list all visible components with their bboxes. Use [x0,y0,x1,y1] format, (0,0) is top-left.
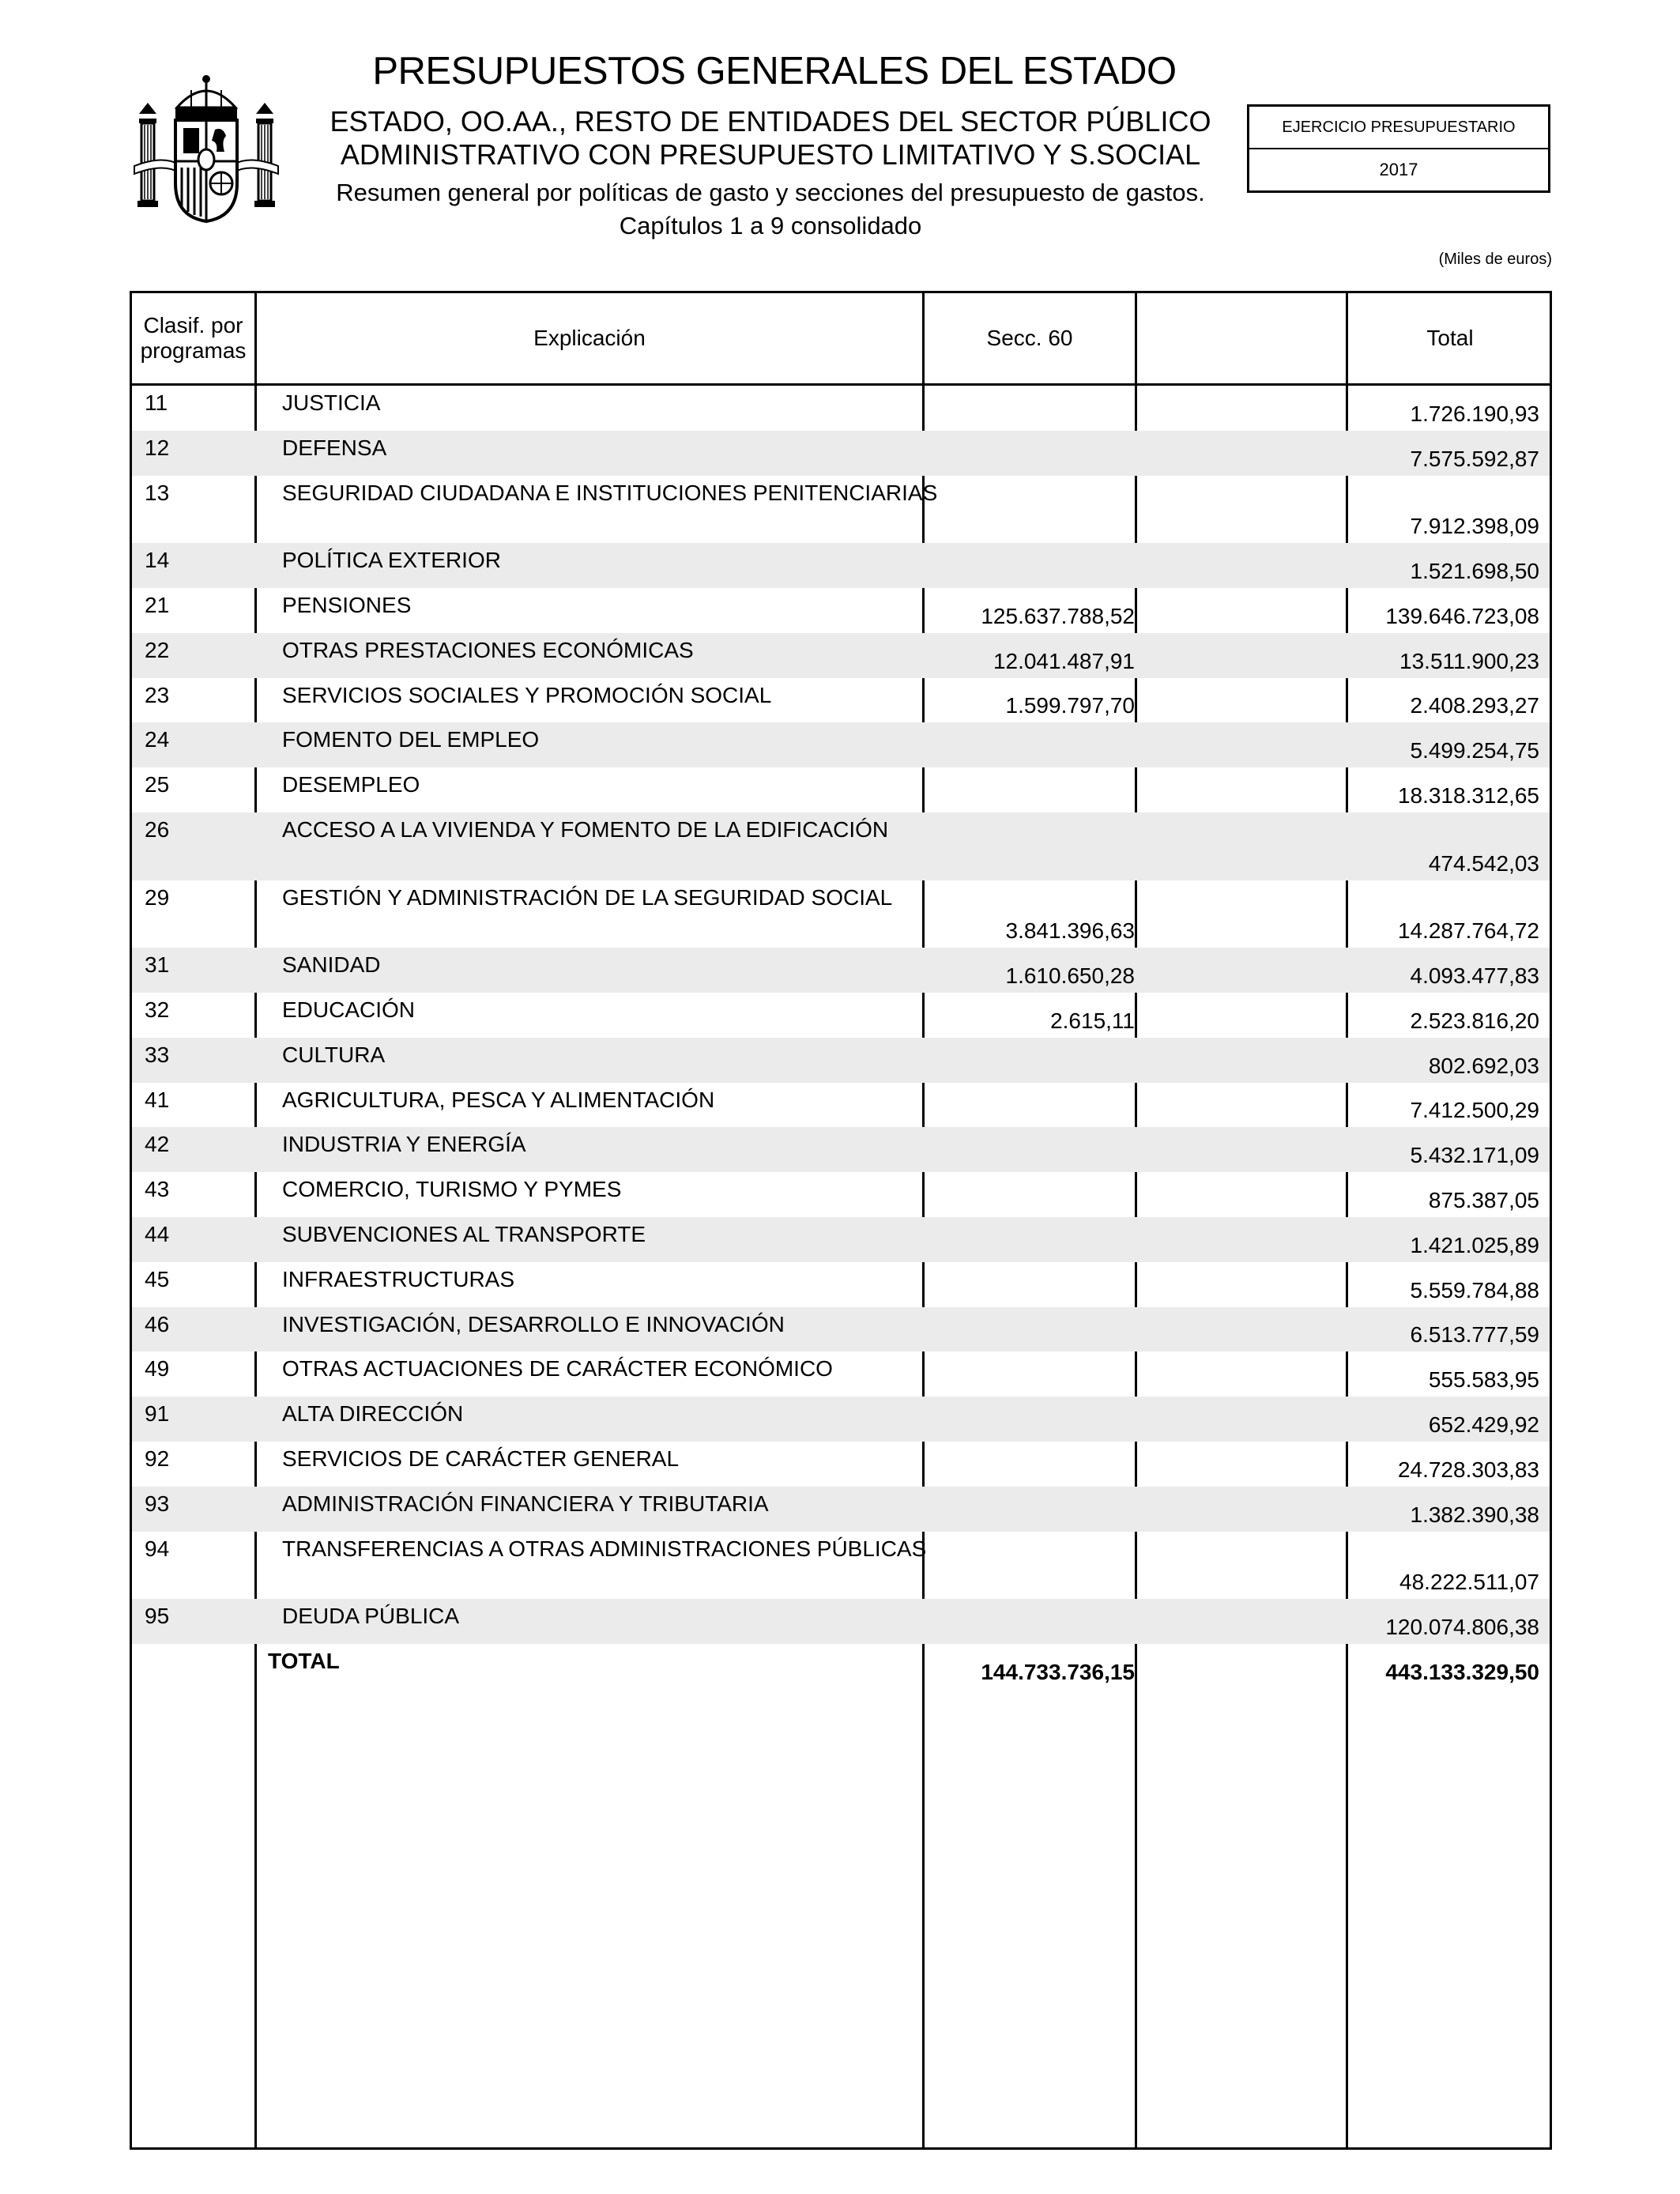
row-total: 5.432.171,09 [1410,1143,1539,1168]
budget-table [130,291,1552,2150]
row-label: OTRAS PRESTACIONES ECONÓMICAS [282,637,694,662]
row-total: 652.429,92 [1428,1412,1539,1437]
row-total: 13.511.900,23 [1399,648,1539,673]
total-amount: 443.133.329,50 [1385,1659,1539,1684]
row-code: 92 [145,1446,170,1471]
row-code: 49 [145,1356,170,1382]
description-line-2: Capítulos 1 a 9 consolidado [619,212,922,239]
table-row [132,1442,1550,1487]
row-label: DEUDA PÚBLICA [282,1604,460,1629]
row-code: 91 [145,1401,170,1427]
row-label: INDUSTRIA Y ENERGÍA [282,1132,526,1157]
header-total: Total [1426,326,1474,350]
row-label: COMERCIO, TURISMO Y PYMES [282,1177,622,1202]
table-row [132,386,1550,431]
row-code: 94 [145,1536,170,1561]
row-label: FOMENTO DEL EMPLEO [282,727,540,752]
row-label: EDUCACIÓN [282,997,416,1022]
table-row [132,1599,1550,1644]
table-row [132,476,1550,544]
row-code: 13 [145,480,170,505]
row-code: 46 [145,1311,170,1336]
table-row [132,1487,1550,1532]
table-row [132,1397,1550,1442]
row-label: OTRAS ACTUACIONES DE CARÁCTER ECONÓMICO [282,1356,833,1382]
row-total: 14.287.764,72 [1397,918,1539,944]
row-total: 120.074.806,38 [1385,1614,1539,1639]
row-total: 4.093.477,83 [1410,963,1539,988]
total-label: TOTAL [268,1649,340,1673]
row-label: SANIDAD [282,952,381,978]
table-row [132,1083,1550,1128]
row-total: 1.521.698,50 [1410,558,1539,583]
table-row [132,1038,1550,1083]
row-code: 22 [145,637,170,662]
row-code: 45 [145,1266,170,1291]
table-row [132,1262,1550,1307]
table-row [132,431,1550,476]
table-row [132,948,1550,993]
row-code: 29 [145,884,170,910]
row-code: 25 [145,772,170,797]
row-label: DEFENSA [282,435,387,460]
row-total: 802.692,03 [1428,1053,1539,1078]
table-row [132,1351,1550,1397]
row-label: PENSIONES [282,593,412,617]
row-label: ADMINISTRACIÓN FINANCIERA Y TRIBUTARIA [282,1491,769,1516]
table-row [132,767,1550,812]
row-code: 43 [145,1177,170,1202]
row-code: 44 [145,1222,170,1246]
table-row [132,1532,1550,1600]
subtitle-line-1: ESTADO, OO.AA., RESTO DE ENTIDADES DEL SECTOR PÚBLICO [330,105,1211,138]
row-total: 24.728.303,83 [1397,1457,1539,1482]
header-clasif-line2: programas [140,338,247,363]
exercise-box [1247,104,1550,193]
table-row [132,1172,1550,1217]
header-clasif [132,293,254,383]
spanish-coat-of-arms-icon [131,73,281,228]
table-row [132,633,1550,678]
description-line-1: Resumen general por políticas de gasto y secciones del presupuesto de gastos. [336,179,1205,206]
row-total: 7.575.592,87 [1410,446,1539,471]
row-code: 32 [145,997,170,1022]
row-label: INFRAESTRUCTURAS [282,1266,515,1291]
row-total: 474.542,03 [1428,850,1539,876]
row-code: 95 [145,1604,170,1629]
row-secc60: 125.637.788,52 [981,603,1135,628]
row-total: 48.222.511,07 [1399,1570,1539,1595]
row-label: INVESTIGACIÓN, DESARROLLO E INNOVACIÓN [282,1311,785,1336]
row-label: DESEMPLEO [282,772,420,797]
row-code: 24 [145,727,170,752]
row-code: 42 [145,1132,170,1157]
units-note: (Miles de euros) [1438,251,1552,268]
table-row [132,588,1550,633]
row-label: SERVICIOS DE CARÁCTER GENERAL [282,1446,680,1471]
header-secc60: Secc. 60 [986,326,1073,350]
table-row [132,678,1550,723]
row-total: 5.499.254,75 [1410,738,1539,763]
row-total: 2.523.816,20 [1410,1008,1539,1033]
row-total: 139.646.723,08 [1385,603,1539,628]
row-total: 555.583,95 [1428,1367,1539,1393]
table-row [132,722,1550,767]
row-secc60: 1.610.650,28 [1005,963,1135,988]
row-label: SERVICIOS SOCIALES Y PROMOCIÓN SOCIAL [282,682,772,707]
row-secc60: 12.041.487,91 [993,648,1135,673]
header-clasif-line1: Clasif. por [143,313,243,337]
row-code: 93 [145,1491,170,1516]
subtitle-line-2: ADMINISTRATIVO CON PRESUPUESTO LIMITATIVO Y S.SOCIAL [340,138,1201,171]
page-title: PRESUPUESTOS GENERALES DEL ESTADO [372,50,1177,92]
row-code: 26 [145,817,170,842]
exercise-label: EJERCICIO PRESUPUESTARIO [1249,107,1548,149]
row-label: POLÍTICA EXTERIOR [282,548,501,573]
total-row [132,1644,1550,1689]
total-secc60: 144.733.736,15 [981,1659,1135,1684]
row-code: 33 [145,1042,170,1067]
table-row [132,543,1550,588]
row-total: 1.382.390,38 [1410,1502,1539,1527]
row-total: 7.412.500,29 [1410,1098,1539,1123]
row-total: 2.408.293,27 [1410,693,1539,718]
table-row [132,1217,1550,1262]
row-total: 5.559.784,88 [1410,1277,1539,1302]
row-label: ACCESO A LA VIVIENDA Y FOMENTO DE LA EDIFICACIÓN [282,817,889,842]
table-row [132,812,1550,880]
table-row [132,1127,1550,1172]
row-label: TRANSFERENCIAS A OTRAS ADMINISTRACIONES PÚBLICAS [282,1536,927,1561]
row-total: 1.421.025,89 [1410,1232,1539,1257]
row-total: 18.318.312,65 [1397,782,1539,808]
row-label: GESTIÓN Y ADMINISTRACIÓN DE LA SEGURIDAD SOCIAL [282,884,893,910]
row-code: 23 [145,682,170,707]
row-secc60: 2.615,11 [1050,1008,1135,1033]
table-row [132,993,1550,1038]
row-code: 14 [145,548,170,573]
row-label: CULTURA [282,1042,386,1067]
row-secc60: 3.841.396,63 [1005,918,1135,944]
row-code: 21 [145,593,170,617]
row-code: 11 [145,390,168,415]
row-label: JUSTICIA [282,390,381,415]
row-label: AGRICULTURA, PESCA Y ALIMENTACIÓN [282,1087,715,1112]
table-row [132,880,1550,948]
header-explicacion: Explicación [533,326,646,350]
row-code: 12 [145,435,170,460]
exercise-year: 2017 [1379,160,1418,179]
table-row [132,1307,1550,1352]
header-blank [1137,293,1346,383]
row-label: SUBVENCIONES AL TRANSPORTE [282,1222,646,1246]
row-label: ALTA DIRECCIÓN [282,1401,464,1427]
row-total: 875.387,05 [1428,1187,1539,1212]
row-code: 31 [145,952,170,978]
row-label: SEGURIDAD CIUDADANA E INSTITUCIONES PENITENCIARIAS [282,480,938,505]
row-total: 6.513.777,59 [1410,1322,1539,1348]
row-total: 1.726.190,93 [1410,401,1539,426]
row-code: 41 [145,1087,170,1112]
row-secc60: 1.599.797,70 [1005,693,1135,718]
row-total: 7.912.398,09 [1410,514,1539,539]
